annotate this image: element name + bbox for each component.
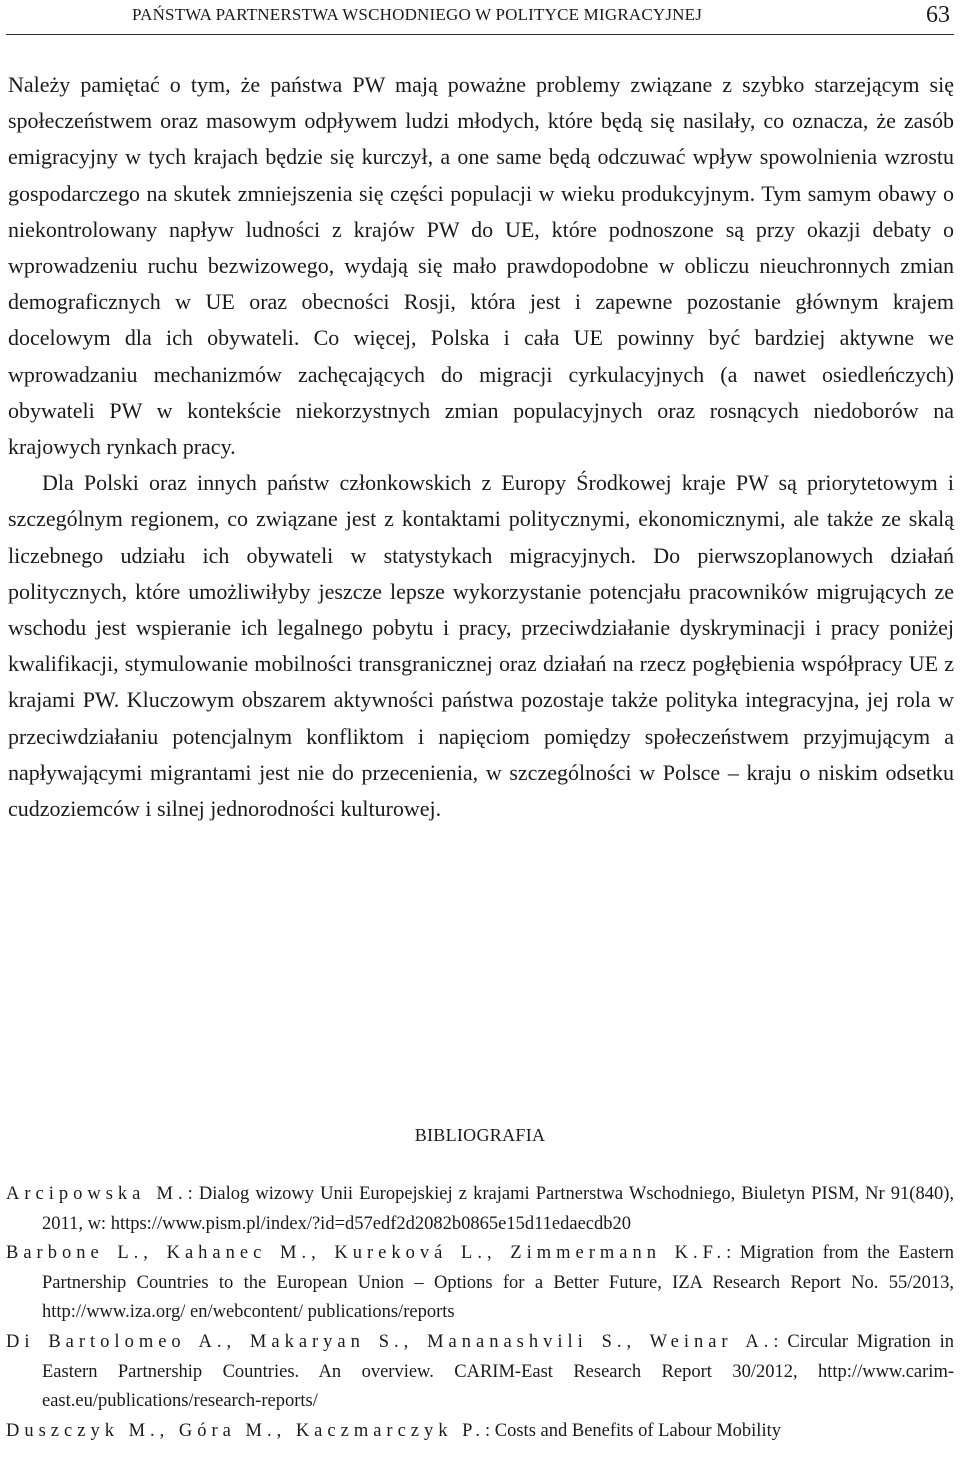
entry-authors: Di Bartolomeo A., Makaryan S., Mananashvili S., Weinar A. [6, 1331, 774, 1352]
bibliography-entry [6, 1328, 954, 1417]
page-number: 63 [926, 2, 950, 28]
main-text [8, 67, 954, 827]
entry-text: : Circular Migration in Eastern Partnership Countries. An overview. CARIM-East Research Report 30/2012, http://www.carim-east.eu/publications/research-reports/ [42, 1331, 954, 1412]
bibliography-entry [6, 1180, 954, 1239]
paragraph: Dla Polski oraz innych państw członkowskich z Europy Środkowej kraje PW są priorytetowym i szczególnym regionem, co związane jest z kontaktami politycznymi, ekonomicznymi, ale także ze skalą liczebnego udziału ich obywateli w statystykach migracyjnych. Do pierwszoplanowych działań politycznych, które umożliwiłyby jeszcze lepsze wykorzystanie potencjału pracowników migrujących ze wschodu jest wspieranie ich legalnego pobytu i pracy, przeciwdziałanie dyskryminacji i pracy poniżej kwalifikacji, stymulowanie mobilności transgranicznej oraz działań na rzecz pogłębienia współpracy UE z krajami PW. Kluczowym obszarem aktywności państwa pozostaje także polityka integracyjna, jej rola w przeciwdziałaniu potencjalnym konfliktom i napięciom pomiędzy społeczeństwem przyjmującym a napływającymi migrantami jest nie do przecenienia, w szczególności w Polsce – kraju o niskim odsetku cudzoziemców i silnej jednorodności kulturowej. [8, 470, 954, 822]
entry-text: : Costs and Benefits of Labour Mobility [485, 1420, 781, 1441]
entry-text: : Dialog wizowy Unii Europejskiej z krajami Partnerstwa Wschodniego, Biuletyn PISM, Nr 91(840), 2011, w: https://www.pism.pl/index/?id=d57edf2d2082b0865e15d11edaecdb20 [42, 1184, 955, 1234]
bibliography-entry [6, 1239, 954, 1328]
entry-authors: Arcipowska M. [6, 1184, 188, 1204]
bibliography-list [6, 1180, 954, 1446]
entry-text: : Migration from the Eastern Partnership Countries to the European Union – Options for a Better Future, IZA Research Report No. 55/2013, http://www.iza.org/ en/webcontent/ publications/reports [42, 1243, 955, 1323]
entry-authors: Duszczyk M., Góra M., Kaczmarczyk P. [6, 1420, 485, 1441]
running-title: PAŃSTWA PARTNERSTWA WSCHODNIEGO W POLITYCE MIGRACYJNEJ [132, 5, 703, 24]
entry-authors: Barbone L., Kahanec M., Kureková L., Zimmermann K.F. [6, 1243, 727, 1264]
paragraph: Należy pamiętać o tym, że państwa PW mają poważne problemy związane z szybko starzejącym się społeczeństwem oraz masowym odpływem ludzi młodych, które będą się nasilały, co oznacza, że zasób emigracyjny w tych krajach będzie się kurczył, a one same będą odczuwać wpływ spowolnienia wzrostu gospodarczego na skutek zmniejszenia się części populacji w wieku produkcyjnym. Tym samym obawy o niekontrolowany napływ ludności z krajów PW do UE, które podnoszone są przy okazji debaty o wprowadzeniu ruchu bezwizowego, wydają się mało prawdopodobne w obliczu nieuchronnych zmian demograficznych w UE oraz obecności Rosji, która jest i zapewne pozostanie głównym krajem docelowym dla ich obywateli. Co więcej, Polska i cała UE powinny być bardziej aktywne we wprowadzaniu mechanizmów zachęcających do migracji cyrkulacyjnych (a nawet osiedleńczych) obywateli PW w kontekście niekorzystnych zmian populacyjnych oraz rosnących niedoborów na krajowych rynkach pracy. [8, 72, 954, 460]
bibliography-entry [6, 1417, 954, 1447]
bibliography-heading: BIBLIOGRAFIA [414, 1125, 546, 1145]
running-header [6, 0, 954, 35]
